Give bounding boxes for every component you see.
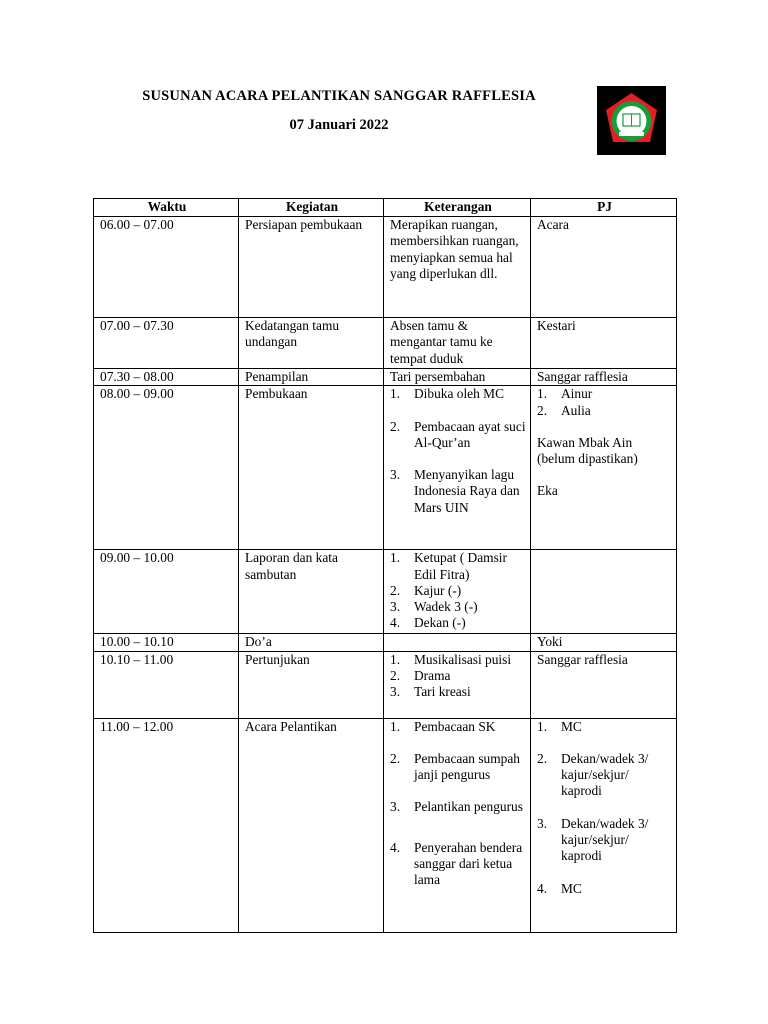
cell-time: 07.00 – 07.30	[94, 318, 239, 369]
notes-list	[390, 550, 526, 631]
table-row	[94, 550, 677, 634]
cell-pj	[531, 386, 677, 550]
notes-list	[390, 386, 526, 516]
cell-pj: Kestari	[531, 318, 677, 369]
cell-activity: Do’a	[239, 634, 384, 651]
cell-time: 10.10 – 11.00	[94, 651, 239, 718]
list-item: 3. Dekan/wadek 3/ kajur/sekjur/ kaprodi	[537, 815, 649, 864]
cell-activity: Persiapan pembukaan	[239, 217, 384, 318]
cell-time: 08.00 – 09.00	[94, 386, 239, 550]
cell-notes: Tari persembahan	[384, 369, 531, 386]
list-item: 2. Pembacaan ayat suci Al-Qur’an	[390, 418, 526, 450]
list-item: 1. Musikalisasi puisi	[390, 651, 512, 667]
cell-notes	[384, 386, 531, 550]
cell-activity: Pembukaan	[239, 386, 384, 550]
cell-notes: Absen tamu & mengantar tamu ke tempat duduk	[384, 318, 531, 369]
list-item: 2. Dekan/wadek 3/ kajur/sekjur/ kaprodi	[537, 750, 649, 799]
document-date: 07 Januari 2022	[289, 117, 389, 133]
list-item: 4. MC	[537, 880, 582, 896]
pj-list	[537, 386, 672, 419]
cell-time: 06.00 – 07.00	[94, 217, 239, 318]
table-row	[94, 318, 677, 369]
list-item: 1. Ainur	[537, 386, 593, 402]
list-item: 3. Wadek 3 (-)	[390, 599, 478, 615]
cell-activity: Pertunjukan	[239, 651, 384, 718]
list-item: 3. Tari kreasi	[390, 684, 471, 700]
list-item: 1. Dibuka oleh MC	[390, 386, 505, 402]
header-pj: PJ	[531, 199, 677, 217]
cell-activity: Acara Pelantikan	[239, 718, 384, 932]
list-item: 3. Menyanyikan lagu Indonesia Raya dan Mars UIN	[390, 467, 520, 515]
cell-notes: Merapikan ruangan, membersihkan ruangan, menyiapkan semua hal yang diperlukan dll.	[384, 217, 531, 318]
sanggar-logo	[597, 86, 666, 155]
cell-pj: Acara	[531, 217, 677, 318]
cell-time: 07.30 – 08.00	[94, 369, 239, 386]
cell-notes	[384, 634, 531, 651]
header-keterangan: Keterangan	[384, 199, 531, 217]
table-row	[94, 386, 677, 550]
cell-notes	[384, 718, 531, 932]
notes-list	[390, 719, 526, 889]
list-item: 1. Ketupat ( Damsir Edil Fitra)	[390, 550, 507, 582]
list-item: 2. Pembacaan sumpah janji pengurus	[390, 750, 520, 783]
cell-time: 09.00 – 10.00	[94, 550, 239, 634]
table-header-row	[94, 199, 677, 217]
pj-note: Eka	[537, 483, 558, 499]
cell-notes	[384, 550, 531, 634]
table-row	[94, 634, 677, 651]
cell-notes	[384, 651, 531, 718]
table-row	[94, 651, 677, 718]
cell-pj	[531, 718, 677, 932]
table-row	[94, 718, 677, 932]
cell-pj	[531, 550, 677, 634]
pj-note: Kawan Mbak Ain (belum dipastikan)	[537, 434, 638, 467]
notes-list	[390, 652, 526, 701]
cell-time: 10.00 – 10.10	[94, 634, 239, 651]
list-item: 2. Aulia	[537, 402, 591, 418]
list-item: 1. Pembacaan SK	[390, 718, 496, 734]
cell-activity: Kedatangan tamu undangan	[239, 318, 384, 369]
list-item: 2. Drama	[390, 667, 451, 683]
header-waktu: Waktu	[94, 199, 239, 217]
document-title: SUSUNAN ACARA PELANTIKAN SANGGAR RAFFLESIA	[142, 88, 536, 104]
cell-pj: Yoki	[531, 634, 677, 651]
cell-activity: Penampilan	[239, 369, 384, 386]
list-item: 3. Pelantikan pengurus	[390, 799, 523, 815]
pj-list	[537, 719, 672, 897]
cell-time: 11.00 – 12.00	[94, 718, 239, 932]
cell-activity: Laporan dan kata sambutan	[239, 550, 384, 634]
cell-pj: Sanggar rafflesia	[531, 369, 677, 386]
cell-pj: Sanggar rafflesia	[531, 651, 677, 718]
list-item: 2. Kajur (-)	[390, 582, 462, 598]
list-item: 1. MC	[537, 718, 582, 734]
list-item: 4. Dekan (-)	[390, 615, 466, 631]
table-row	[94, 217, 677, 318]
header-kegiatan: Kegiatan	[239, 199, 384, 217]
list-item: 4. Penyerahan bendera sanggar dari ketua lama	[390, 839, 523, 888]
table-row	[94, 369, 677, 386]
schedule-table	[93, 198, 677, 933]
